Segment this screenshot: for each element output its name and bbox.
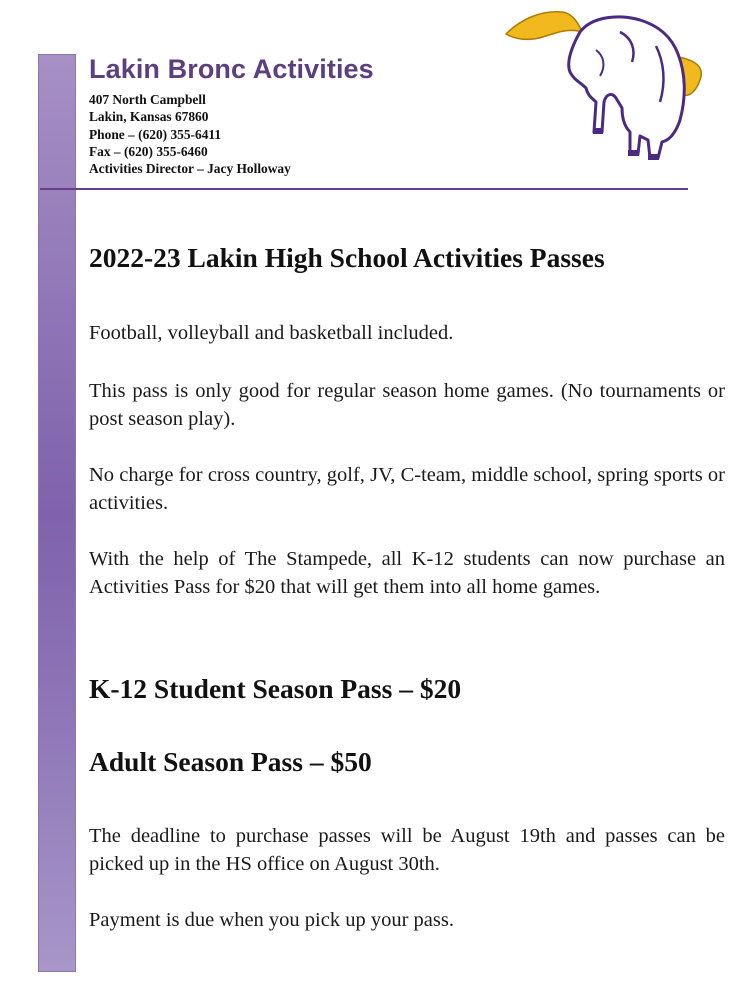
phone-number: Phone – (620) 355-6411 (89, 126, 222, 142)
adult-pass-price: Adult Season Pass – $50 (89, 746, 372, 777)
header-divider (40, 188, 688, 190)
student-pass-price: K-12 Student Season Pass – $20 (89, 673, 462, 704)
contact-info (89, 91, 291, 177)
paragraph-no-charge: No charge for cross country, golf, JV, C-team, middle school, spring sports or activities. (89, 464, 725, 514)
sidebar-accent-bar (38, 54, 76, 972)
paragraph-sports-included: Football, volleyball and basketball included. (89, 322, 454, 344)
address-line-1: 407 North Campbell (89, 92, 206, 107)
paragraph-payment: Payment is due when you pick up your pass. (89, 909, 454, 931)
fax-number: Fax – (620) 355-6460 (89, 143, 208, 159)
paragraph-home-games-only: This pass is only good for regular season home games. (No tournaments or post season play). (89, 380, 725, 430)
bronco-horse-icon (500, 2, 715, 167)
document-title: 2022-23 Lakin High School Activities Passes (89, 242, 605, 273)
paragraph-deadline: The deadline to purchase passes will be August 19th and passes can be picked up in the HS office on August 30th. (89, 825, 725, 875)
address-line-2: Lakin, Kansas 67860 (89, 109, 209, 125)
paragraph-stampede: With the help of The Stampede, all K-12 students can now purchase an Activities Pass for $20 that will get them into all home games. (89, 548, 725, 598)
organization-title: Lakin Bronc Activities (89, 54, 374, 84)
activities-director: Activities Director – Jacy Holloway (89, 161, 291, 177)
